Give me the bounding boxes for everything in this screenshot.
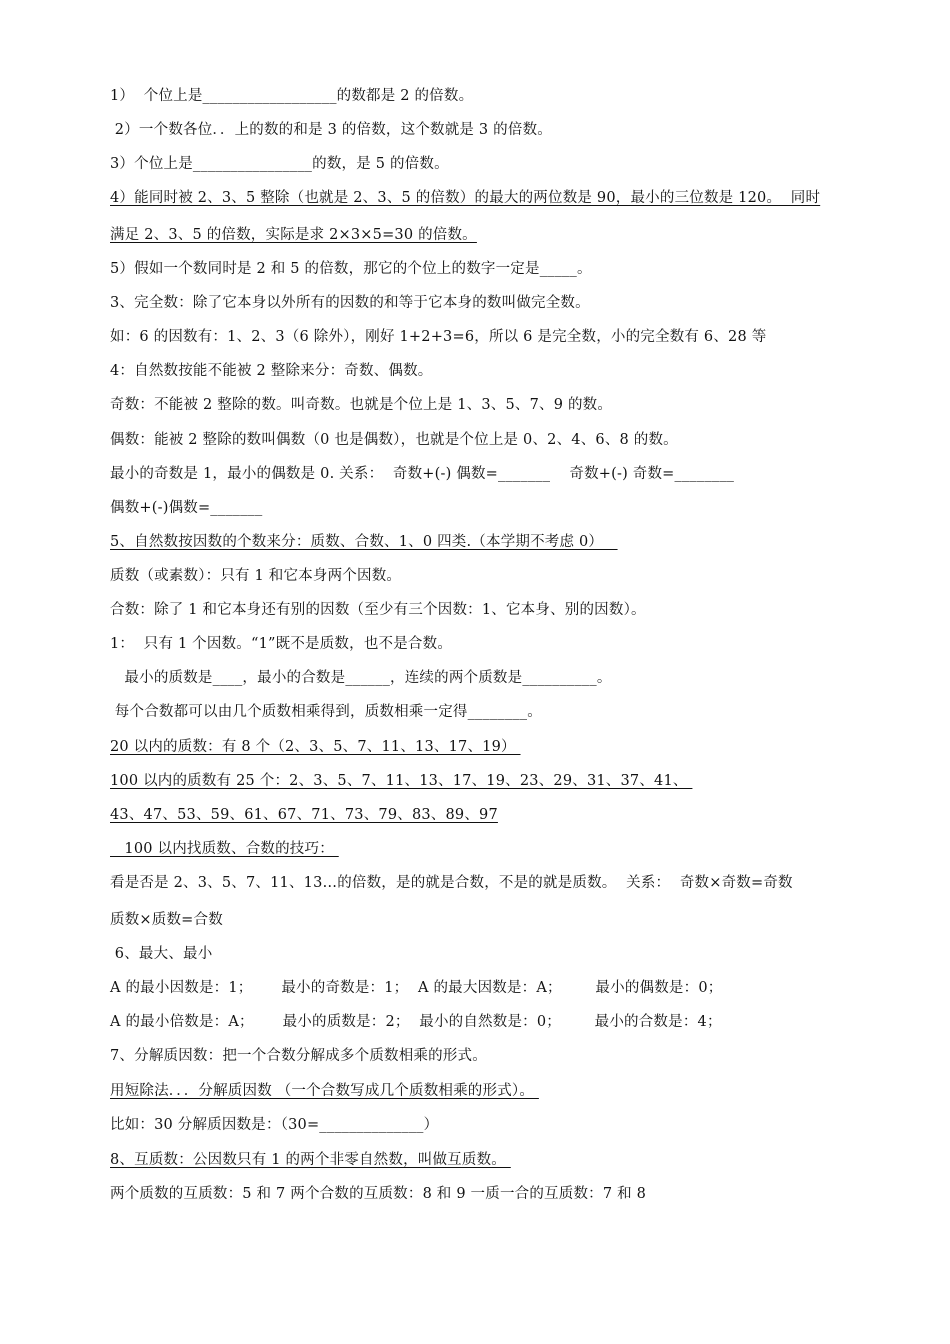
text-line-13: 偶数+(-)偶数=_______ <box>110 500 263 516</box>
text-line-6: 5）假如一个数同时是 2 和 5 的倍数，那它的个位上的数字一定是_____。 <box>110 261 592 277</box>
text-line-33: 两个质数的互质数：5 和 7 两个合数的互质数：8 和 9 一质一合的互质数：7 和 8 <box>110 1186 647 1202</box>
text-line-29: 7、分解质因数：把一个合数分解成多个质数相乘的形式。 <box>110 1048 487 1064</box>
text-line-4: 4）能同时被 2、3、5 整除（也就是 2、3、5 的倍数）的最大的两位数是 90，最小的三位数是 120。 同时 <box>110 190 821 206</box>
text-line-19: 每个合数都可以由几个质数相乘得到，质数相乘一定得________。 <box>110 704 542 720</box>
text-line-31: 比如：30 分解质因数是：（30=______________） <box>110 1117 439 1133</box>
text-line-16: 合数：除了 1 和它本身还有别的因数（至少有三个因数：1、它本身、别的因数）。 <box>110 602 646 618</box>
text-line-20: 20 以内的质数：有 8 个（2、3、5、7、11、13、17、19） <box>110 739 521 755</box>
text-line-17: 1： 只有 1 个因数。“1”既不是质数，也不是合数。 <box>110 636 453 652</box>
text-line-2: 2）一个数各位．．上的数的和是 3 的倍数，这个数就是 3 的倍数。 <box>110 122 552 138</box>
text-line-14: 5、自然数按因数的个数来分：质数、合数、1、0 四类.（本学期不考虑 0） <box>110 534 618 550</box>
text-line-8: 如：6 的因数有：1、2、3（6 除外），刚好 1+2+3=6，所以 6 是完全数，小的完全数有 6、28 等 <box>110 329 767 345</box>
text-line-11: 偶数：能被 2 整除的数叫偶数（0 也是偶数），也就是个位上是 0、2、4、6、8 的数。 <box>110 432 678 448</box>
text-line-5: 满足 2、3、5 的倍数，实际是求 2×3×5=30 的倍数。 <box>110 227 477 243</box>
text-line-12: 最小的奇数是 1，最小的偶数是 0. 关系： 奇数+(-) 偶数=_______ 奇数+(-) 奇数=________ <box>110 466 735 482</box>
text-line-23: 100 以内找质数、合数的技巧： <box>110 841 339 857</box>
text-line-32: 8、互质数：公因数只有 1 的两个非零自然数，叫做互质数。 <box>110 1152 511 1168</box>
text-line-28: A 的最小倍数是：A； 最小的质数是：2； 最小的自然数是：0； 最小的合数是：4； <box>110 1014 722 1030</box>
text-line-30: 用短除法．．．分解质因数 （一个合数写成几个质数相乘的形式）。 <box>110 1083 539 1099</box>
text-line-9: 4：自然数按能不能被 2 整除来分：奇数、偶数。 <box>110 363 433 379</box>
text-line-24: 看是否是 2、3、5、7、11、13…的倍数，是的就是合数，不是的就是质数。 关系： 奇数×奇数=奇数 <box>110 875 793 891</box>
text-line-10: 奇数：不能被 2 整除的数。叫奇数。也就是个位上是 1、3、5、7、9 的数。 <box>110 397 613 413</box>
text-line-25: 质数×质数=合数 <box>110 912 223 928</box>
text-line-22: 43、47、53、59、61、67、71、73、79、83、89、97 <box>110 807 498 823</box>
text-line-1: 1） 个位上是__________________的数都是 2 的倍数。 <box>110 88 474 104</box>
text-line-26: 6、最大、最小 <box>110 946 213 962</box>
text-line-27: A 的最小因数是：1； 最小的奇数是：1； A 的最大因数是：A； 最小的偶数是：0； <box>110 980 723 996</box>
text-line-18: 最小的质数是____，最小的合数是______，连续的两个质数是__________。 <box>110 670 612 686</box>
text-line-7: 3、完全数：除了它本身以外所有的因数的和等于它本身的数叫做完全数。 <box>110 295 590 311</box>
text-line-15: 质数（或素数）：只有 1 和它本身两个因数。 <box>110 568 402 584</box>
text-line-3: 3）个位上是________________的数，是 5 的倍数。 <box>110 156 449 172</box>
text-line-21: 100 以内的质数有 25 个：2、3、5、7、11、13、17、19、23、29、31、37、41、 <box>110 773 693 789</box>
